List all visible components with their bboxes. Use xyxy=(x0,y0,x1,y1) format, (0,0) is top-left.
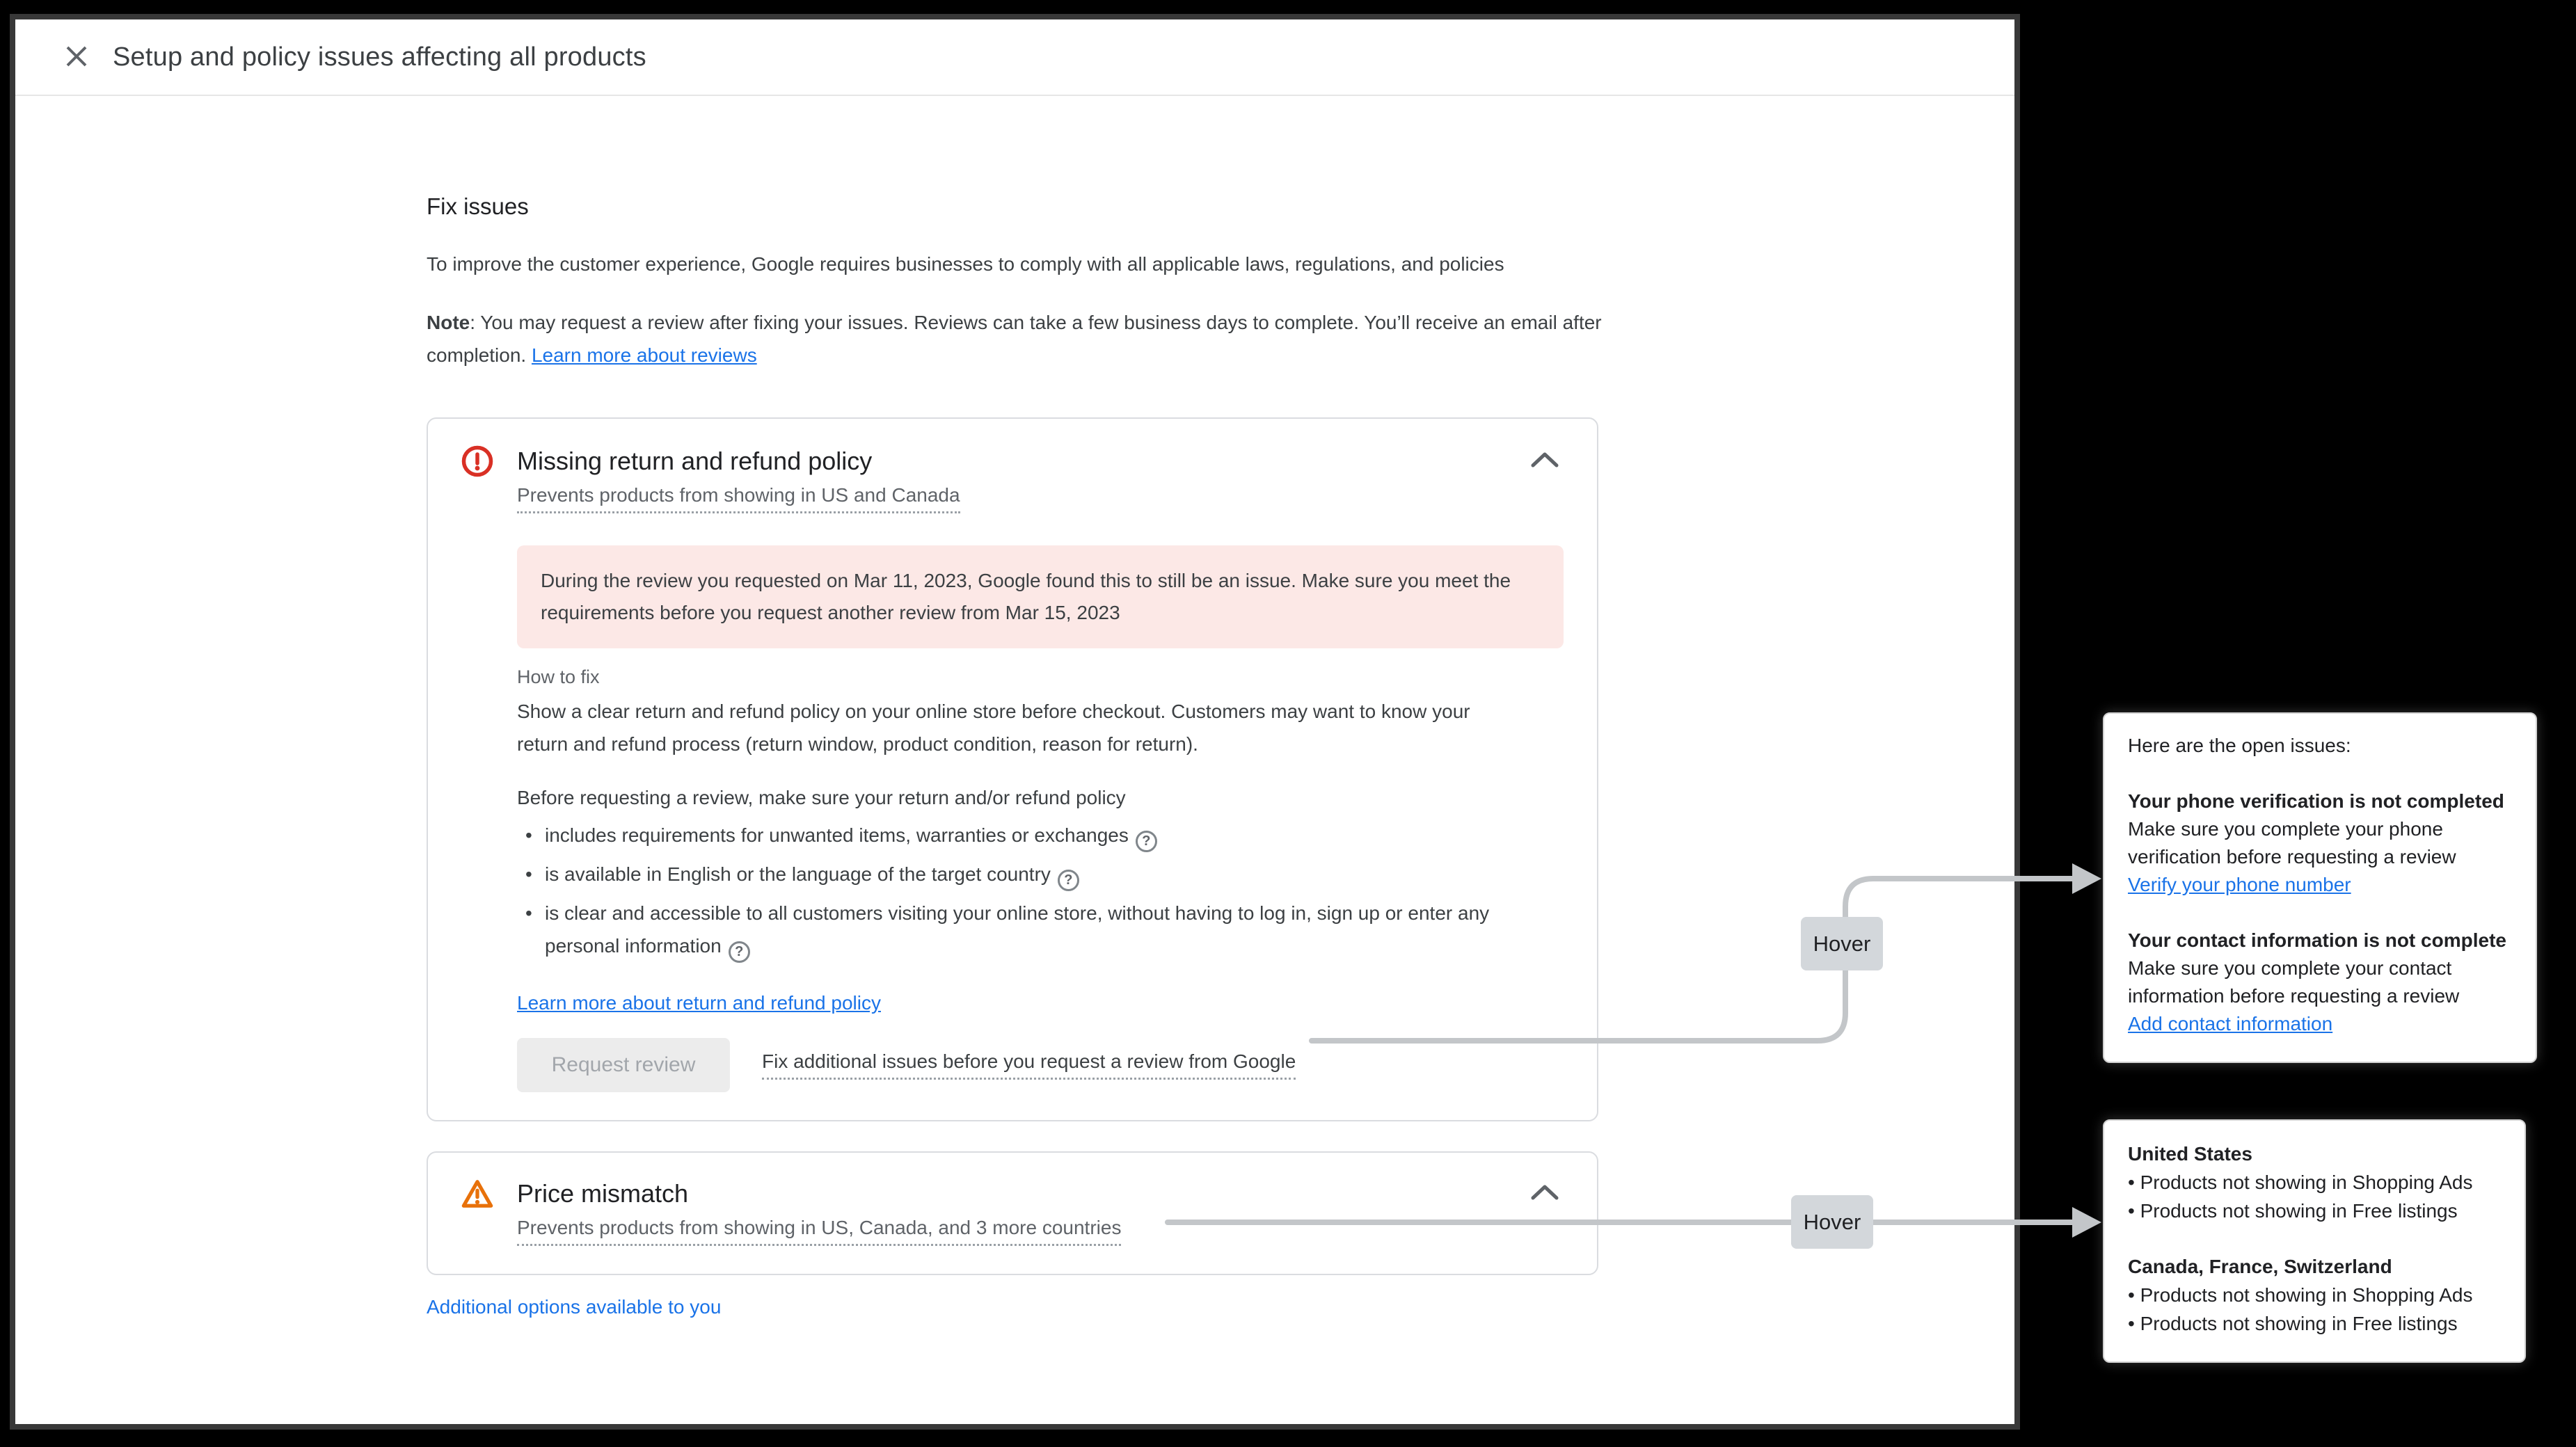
tooltip-heading: Your contact information is not complete xyxy=(2128,929,2506,951)
arrowhead-icon xyxy=(2072,1207,2101,1238)
additional-options-link[interactable]: Additional options available to you xyxy=(427,1296,722,1318)
issue-card-price-mismatch xyxy=(427,1151,1598,1275)
collapse-chevron-up-icon[interactable] xyxy=(1526,447,1564,477)
close-icon xyxy=(64,44,89,71)
how-to-fix-label: How to fix xyxy=(517,666,600,687)
list-item: • Products not showing in Free listings xyxy=(2128,1309,2501,1338)
tooltip-heading: Canada, France, Switzerland xyxy=(2128,1256,2392,1277)
issue-subtitle[interactable]: Prevents products from showing in US, Canada, and 3 more countries xyxy=(517,1217,1564,1246)
issue-title: Price mismatch xyxy=(517,1179,689,1208)
tooltip-body: Make sure you complete your phone verification before requesting a review xyxy=(2128,818,2456,868)
tooltip-group xyxy=(2128,1140,2501,1225)
list-item: • includes requirements for unwanted items, warranties or exchanges ? xyxy=(517,819,1522,852)
issue-card-body xyxy=(517,484,1564,1092)
learn-more-reviews-link[interactable]: Learn more about reviews xyxy=(531,344,757,366)
help-icon[interactable]: ? xyxy=(1058,870,1079,891)
close-button[interactable] xyxy=(56,36,97,78)
tooltip-body: Make sure you complete your contact information before requesting a review xyxy=(2128,957,2460,1007)
error-icon xyxy=(461,445,493,477)
add-contact-info-link[interactable]: Add contact information xyxy=(2128,1013,2333,1034)
requirements-list xyxy=(517,819,1522,963)
tooltip-list xyxy=(2128,1281,2501,1338)
hover-chip-review[interactable]: Hover xyxy=(1801,917,1883,970)
how-to-fix-body: Show a clear return and refund policy on your online store before checkout. Customers may want to know your return and refund process (return window, product condition, reason for return). xyxy=(517,701,1470,755)
list-item: • is clear and accessible to all customers visiting your online store, without having to log in, sign up or enter any personal information ? xyxy=(517,897,1522,963)
help-icon[interactable]: ? xyxy=(729,941,750,963)
issue-card-header xyxy=(461,1178,1564,1210)
warning-icon xyxy=(461,1178,493,1210)
learn-more-return-policy-link[interactable]: Learn more about return and refund policy xyxy=(517,992,881,1014)
open-issues-tooltip xyxy=(2103,712,2537,1063)
tooltip-section xyxy=(2128,927,2512,1038)
tooltip-group xyxy=(2128,1253,2501,1338)
issue-card-header xyxy=(461,445,1564,477)
card-footer xyxy=(517,1038,1564,1092)
requirements-intro: Before requesting a review, make sure your return and/or refund policy xyxy=(517,787,1126,808)
help-icon[interactable]: ? xyxy=(1136,831,1157,852)
list-item: • is available in English or the language of the target country ? xyxy=(517,858,1522,891)
issue-card-body xyxy=(517,1217,1564,1246)
verify-phone-link[interactable]: Verify your phone number xyxy=(2128,874,2351,895)
page-title: Setup and policy issues affecting all products xyxy=(113,42,646,72)
dialog-header xyxy=(15,19,2014,96)
review-failed-alert: During the review you requested on Mar 11, 2023, Google found this to still be an issue. Make sure you meet the requirements before you request another review from Mar 15, 2023 xyxy=(517,545,1564,648)
hover-chip-countries[interactable]: Hover xyxy=(1791,1195,1873,1249)
tooltip-list xyxy=(2128,1168,2501,1225)
list-item: • Products not showing in Shopping Ads xyxy=(2128,1168,2501,1197)
issue-subtitle[interactable]: Prevents products from showing in US and Canada xyxy=(517,484,1564,513)
tooltip-heading: Your phone verification is not completed xyxy=(2128,790,2504,812)
list-item: • Products not showing in Shopping Ads xyxy=(2128,1281,2501,1309)
collapse-chevron-up-icon[interactable] xyxy=(1526,1179,1564,1209)
tooltip-intro: Here are the open issues: xyxy=(2128,735,2351,756)
countries-tooltip xyxy=(2103,1119,2526,1363)
issue-card-missing-return-policy xyxy=(427,417,1598,1121)
tooltip-section xyxy=(2128,788,2512,899)
intro-paragraph: To improve the customer experience, Google requires businesses to comply with all applicable laws, regulations, and policies xyxy=(427,253,1504,275)
issue-title: Missing return and refund policy xyxy=(517,447,873,475)
tooltip-heading: United States xyxy=(2128,1143,2252,1165)
setup-policy-dialog xyxy=(15,19,2014,1424)
request-review-button[interactable]: Request review xyxy=(517,1038,730,1092)
fix-additional-issues-note[interactable]: Fix additional issues before you request a review from Google xyxy=(762,1050,1296,1080)
list-item: • Products not showing in Free listings xyxy=(2128,1197,2501,1225)
arrowhead-icon xyxy=(2072,863,2101,894)
fix-issues-heading: Fix issues xyxy=(427,193,529,219)
note-paragraph xyxy=(427,306,1609,371)
note-label: Note xyxy=(427,312,470,333)
note-text: : You may request a review after fixing your issues. Reviews can take a few business days to complete. You’ll receive an email after completion. xyxy=(427,312,1602,366)
